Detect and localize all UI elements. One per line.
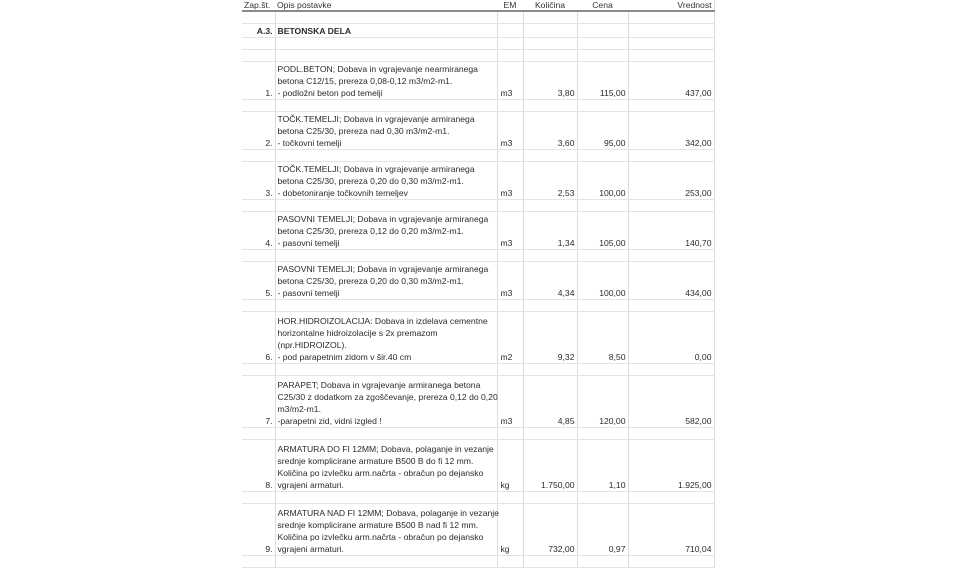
item-unit[interactable]: kg — [497, 504, 523, 556]
cell[interactable] — [628, 556, 714, 568]
item-value[interactable]: 437,00 — [628, 62, 714, 100]
header-unit[interactable]: EM — [497, 0, 523, 11]
spacer-row — [242, 250, 714, 262]
table-row — [242, 112, 714, 150]
item-value[interactable]: 0,00 — [628, 312, 714, 364]
cell[interactable] — [628, 492, 714, 504]
item-description[interactable] — [275, 212, 497, 250]
cell[interactable] — [523, 100, 577, 112]
description-line: betona C25/30, prereza nad 0,30 m3/m2-m1. — [277, 126, 450, 136]
item-price[interactable]: 1,10 — [577, 440, 628, 492]
cell[interactable] — [242, 492, 275, 504]
item-price[interactable]: 95,00 — [577, 112, 628, 150]
item-value[interactable]: 140,70 — [628, 212, 714, 250]
item-price[interactable]: 105,00 — [577, 212, 628, 250]
item-number[interactable]: 1. — [242, 62, 275, 100]
description-line: ARMATURA NAD FI 12MM; Dobava, polaganje in vezanje — [277, 508, 499, 518]
spacer-row — [242, 492, 714, 504]
cell[interactable] — [242, 38, 275, 50]
item-price[interactable]: 115,00 — [577, 62, 628, 100]
cell[interactable] — [242, 250, 275, 262]
cell[interactable] — [275, 250, 497, 262]
cell[interactable] — [577, 492, 628, 504]
cell[interactable] — [497, 428, 523, 440]
item-unit[interactable]: m3 — [497, 62, 523, 100]
cell[interactable] — [577, 556, 628, 568]
table-row — [242, 262, 714, 300]
cell[interactable] — [577, 300, 628, 312]
item-price[interactable]: 8,50 — [577, 312, 628, 364]
cell[interactable] — [497, 11, 523, 24]
cell[interactable] — [497, 556, 523, 568]
header-price[interactable]: Cena — [577, 0, 628, 11]
table-row — [242, 504, 714, 556]
cell[interactable] — [523, 556, 577, 568]
item-value[interactable]: 253,00 — [628, 162, 714, 200]
description-line: betona C25/30, prereza 0,20 do 0,30 m3/m2-m1. — [277, 276, 464, 286]
spacer-row — [242, 364, 714, 376]
cell[interactable] — [523, 38, 577, 50]
cell[interactable] — [577, 100, 628, 112]
header-row — [242, 0, 714, 11]
description-line: TOČK.TEMELJI; Dobava in vgrajevanje armiranega — [277, 114, 475, 124]
cell[interactable] — [275, 364, 497, 376]
cell[interactable] — [628, 200, 714, 212]
header-item-number[interactable]: Zap.št. — [242, 0, 275, 11]
cell[interactable] — [242, 150, 275, 162]
description-line: vgrajeni armaturi. — [277, 544, 344, 554]
description-line: - pod parapetnim zidom v šir.40 cm — [277, 352, 412, 362]
spacer-row — [242, 100, 714, 112]
item-description[interactable] — [275, 504, 497, 556]
cell[interactable] — [497, 492, 523, 504]
item-quantity[interactable]: 732,00 — [523, 504, 577, 556]
cell[interactable] — [275, 200, 497, 212]
description-line: PASOVNI TEMELJI; Dobava in vgrajevanje armiranega — [277, 264, 489, 274]
header-value[interactable]: Vrednost — [628, 0, 714, 11]
item-quantity[interactable]: 1,34 — [523, 212, 577, 250]
table-row — [242, 62, 714, 100]
item-number[interactable]: 8. — [242, 440, 275, 492]
cell[interactable] — [628, 300, 714, 312]
item-value[interactable]: 710,04 — [628, 504, 714, 556]
cell[interactable] — [497, 24, 523, 38]
item-description[interactable] — [275, 62, 497, 100]
spacer-row — [242, 300, 714, 312]
item-price[interactable]: 100,00 — [577, 162, 628, 200]
item-number[interactable]: 6. — [242, 312, 275, 364]
description-line: PARAPET; Dobava in vgrajevanje armiranega betona — [277, 380, 481, 390]
cell[interactable] — [275, 428, 497, 440]
cell[interactable] — [242, 300, 275, 312]
description-line: betona C25/30, prereza 0,20 do 0,30 m3/m2-m1. — [277, 176, 464, 186]
description-line: Količina po izvlečku arm.načrta - obračun po dejansko — [277, 532, 484, 542]
item-price[interactable]: 120,00 — [577, 376, 628, 428]
cell[interactable] — [242, 556, 275, 568]
item-description[interactable] — [275, 440, 497, 492]
cell[interactable] — [628, 428, 714, 440]
item-unit[interactable]: kg — [497, 440, 523, 492]
description-line: srednje komplicirane armature B500 B do fi 12 mm. — [277, 456, 474, 466]
description-line: PODL.BETON; Dobava in vgrajevanje nearmiranega — [277, 64, 478, 74]
description-line: m3/m2-m1. — [277, 404, 321, 414]
section-row — [242, 24, 714, 38]
item-description[interactable] — [275, 112, 497, 150]
item-number[interactable]: 9. — [242, 504, 275, 556]
item-quantity[interactable]: 4,85 — [523, 376, 577, 428]
description-line: - pasovni temelji — [277, 288, 340, 298]
cell[interactable] — [577, 24, 628, 38]
item-unit[interactable]: m3 — [497, 376, 523, 428]
description-line: horizontalne hidroizolacije s 2x premazom — [277, 328, 438, 338]
cell[interactable] — [497, 250, 523, 262]
item-number[interactable]: 7. — [242, 376, 275, 428]
header-description[interactable]: Opis postavke — [275, 0, 497, 11]
item-description[interactable] — [275, 376, 497, 428]
cell[interactable] — [523, 428, 577, 440]
description-line: -parapetni zid, vidni izgled ! — [277, 416, 382, 426]
description-line: srednje komplicirane armature B500 B nad fi 12 mm. — [277, 520, 479, 530]
cell[interactable] — [523, 11, 577, 24]
cell[interactable] — [242, 200, 275, 212]
spacer-row — [242, 428, 714, 440]
cell[interactable] — [577, 364, 628, 376]
cell[interactable] — [497, 364, 523, 376]
item-quantity[interactable]: 4,34 — [523, 262, 577, 300]
spacer-row — [242, 50, 714, 62]
table-row — [242, 376, 714, 428]
cell[interactable] — [523, 200, 577, 212]
description-line: betona C12/15, prereza 0,08-0,12 m3/m2-m1. — [277, 76, 453, 86]
cell[interactable] — [523, 150, 577, 162]
item-value[interactable]: 342,00 — [628, 112, 714, 150]
cell[interactable] — [523, 24, 577, 38]
description-line: HOR.HIDROIZOLACIJA: Dobava in izdelava cementne — [277, 316, 488, 326]
cost-estimate-sheet — [242, 0, 714, 568]
cell[interactable] — [242, 364, 275, 376]
cell[interactable] — [577, 11, 628, 24]
item-value[interactable]: 434,00 — [628, 262, 714, 300]
item-quantity[interactable]: 3,80 — [523, 62, 577, 100]
item-number[interactable]: 5. — [242, 262, 275, 300]
description-line: C25/30 z dodatkom za zgoščevanje, prereza 0,12 do 0,20 — [277, 392, 498, 402]
cell[interactable] — [628, 100, 714, 112]
item-number[interactable]: 4. — [242, 212, 275, 250]
cell[interactable] — [523, 250, 577, 262]
spacer-row — [242, 200, 714, 212]
item-quantity[interactable]: 2,53 — [523, 162, 577, 200]
cell[interactable] — [242, 11, 275, 24]
item-unit[interactable]: m3 — [497, 262, 523, 300]
cell[interactable] — [628, 24, 714, 38]
spacer-row — [242, 11, 714, 24]
cell[interactable] — [497, 200, 523, 212]
cell[interactable] — [275, 38, 497, 50]
table-row — [242, 162, 714, 200]
description-line: - podložni beton pod temelji — [277, 88, 383, 98]
table-row — [242, 440, 714, 492]
cell[interactable] — [497, 50, 523, 62]
cell[interactable] — [523, 364, 577, 376]
cell[interactable] — [628, 250, 714, 262]
item-unit[interactable]: m3 — [497, 162, 523, 200]
description-line: TOČK.TEMELJI; Dobava in vgrajevanje armiranega — [277, 164, 475, 174]
section-code[interactable]: A.3. — [242, 24, 275, 38]
cell[interactable] — [628, 50, 714, 62]
table-row — [242, 212, 714, 250]
cell[interactable] — [275, 556, 497, 568]
item-unit[interactable]: m2 — [497, 312, 523, 364]
table-row — [242, 312, 714, 364]
item-unit[interactable]: m3 — [497, 112, 523, 150]
item-description[interactable] — [275, 262, 497, 300]
cell[interactable] — [242, 428, 275, 440]
description-line: - točkovni temelji — [277, 138, 342, 148]
cell[interactable] — [497, 38, 523, 50]
cell[interactable] — [242, 100, 275, 112]
cell[interactable] — [275, 11, 497, 24]
item-quantity[interactable]: 3,60 — [523, 112, 577, 150]
spacer-row — [242, 150, 714, 162]
item-number[interactable]: 3. — [242, 162, 275, 200]
item-description[interactable] — [275, 312, 497, 364]
cell[interactable] — [275, 300, 497, 312]
cell[interactable] — [497, 150, 523, 162]
section-title[interactable]: BETONSKA DELA — [275, 24, 497, 38]
cell[interactable] — [497, 100, 523, 112]
spacer-row — [242, 556, 714, 568]
cell[interactable] — [275, 492, 497, 504]
description-line: Količina po izvlečku arm.načrta - obračun po dejansko — [277, 468, 484, 478]
cell[interactable] — [577, 50, 628, 62]
item-price[interactable]: 100,00 — [577, 262, 628, 300]
header-quantity[interactable]: Količina — [523, 0, 577, 11]
item-unit[interactable]: m3 — [497, 212, 523, 250]
description-line: - dobetoniranje točkovnih temeljev — [277, 188, 408, 198]
item-price[interactable]: 0,97 — [577, 504, 628, 556]
cell[interactable] — [577, 428, 628, 440]
description-line: (npr.HIDROIZOL). — [277, 340, 347, 350]
cell[interactable] — [577, 250, 628, 262]
cell[interactable] — [523, 300, 577, 312]
cell[interactable] — [275, 100, 497, 112]
cell[interactable] — [242, 50, 275, 62]
cell[interactable] — [577, 38, 628, 50]
cell[interactable] — [275, 150, 497, 162]
cell[interactable] — [628, 38, 714, 50]
cell[interactable] — [523, 50, 577, 62]
cell[interactable] — [523, 492, 577, 504]
cell[interactable] — [628, 150, 714, 162]
item-description[interactable] — [275, 162, 497, 200]
description-line: ARMATURA DO FI 12MM; Dobava, polaganje in vezanje — [277, 444, 494, 454]
description-line: betona C25/30, prereza 0,12 do 0,20 m3/m2-m1. — [277, 226, 464, 236]
cell[interactable] — [497, 300, 523, 312]
cell[interactable] — [628, 11, 714, 24]
cell[interactable] — [275, 50, 497, 62]
item-value[interactable]: 1.925,00 — [628, 440, 714, 492]
description-line: PASOVNI TEMELJI; Dobava in vgrajevanje armiranega — [277, 214, 489, 224]
bill-of-quantities-table — [242, 0, 715, 568]
item-quantity[interactable]: 1.750,00 — [523, 440, 577, 492]
spacer-row — [242, 38, 714, 50]
cell[interactable] — [628, 364, 714, 376]
item-value[interactable]: 582,00 — [628, 376, 714, 428]
item-number[interactable]: 2. — [242, 112, 275, 150]
description-line: vgrajeni armaturi. — [277, 480, 344, 490]
cell[interactable] — [577, 150, 628, 162]
item-quantity[interactable]: 9,32 — [523, 312, 577, 364]
cell[interactable] — [577, 200, 628, 212]
description-line: - pasovni temelji — [277, 238, 340, 248]
